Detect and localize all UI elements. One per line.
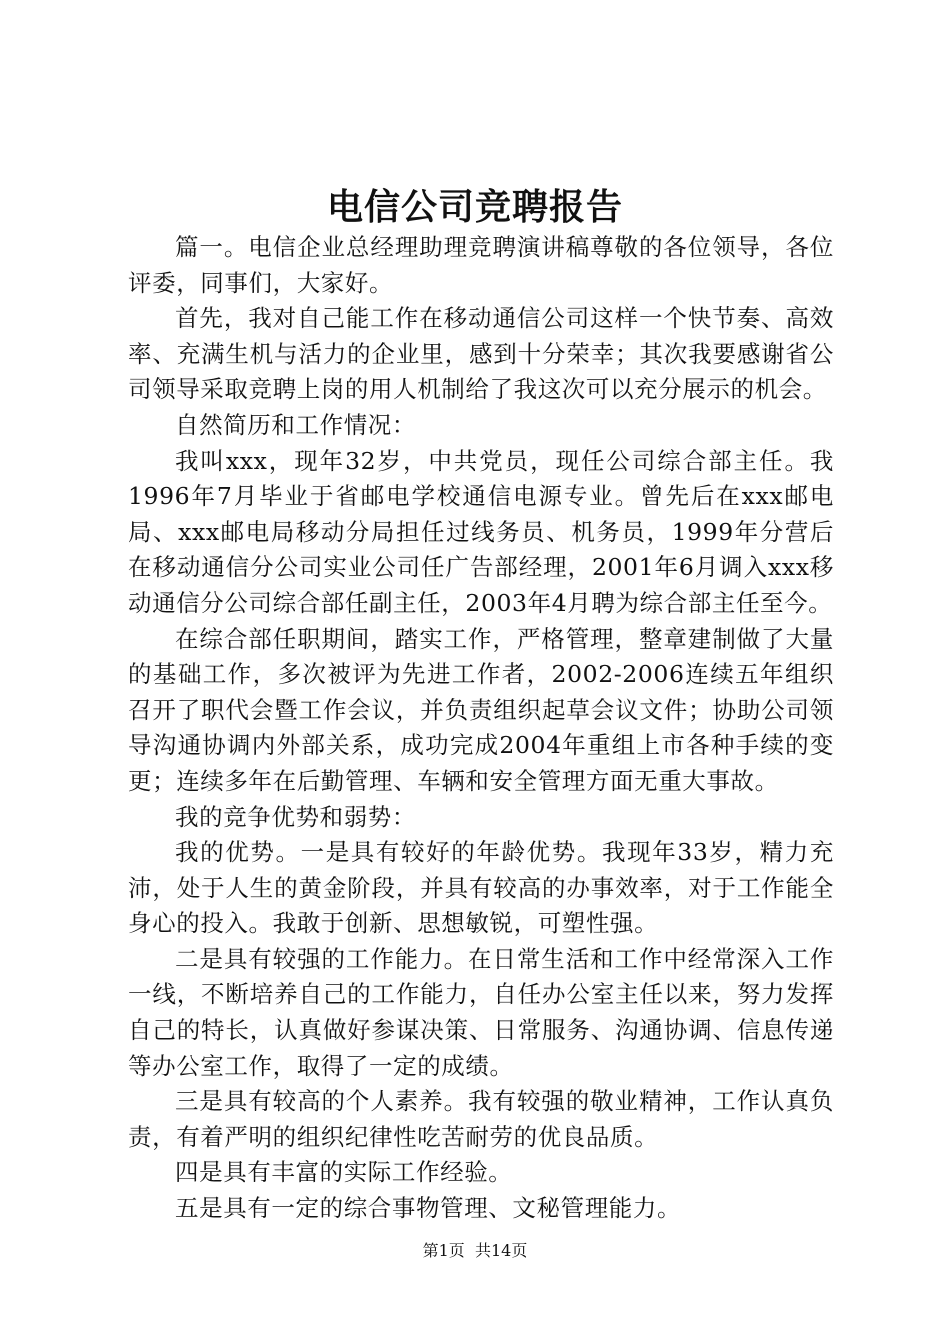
document-title: 电信公司竞聘报告 [326,186,623,228]
paragraph: 三是具有较高的个人素养。我有较强的敬业精神，工作认真负责，有着严明的组织纪律性吃苦耐劳的优良品质。 [128,1087,834,1151]
paragraph: 在综合部任职期间，踏实工作，严格管理，整章建制做了大量的基础工作，多次被评为先进工作者，2002-2006连续五年组织召开了职代会暨工作会议，并负责组织起草会议文件；协助公司领导沟通协调内外部关系，成功完成2004年重组上市各种手续的变更；连续多年在后勤管理、车辆和安全管理方面无重大事故。 [128,624,834,795]
paragraph: 自然简历和工作情况： [175,410,416,439]
document-body [128,230,834,1227]
paragraph: 篇一。电信企业总经理助理竞聘演讲稿尊敬的各位领导，各位评委，同事们，大家好。 [128,233,834,297]
paragraph: 我叫xxx，现年32岁，中共党员，现任公司综合部主任。我1996年7月毕业于省邮电学校通信电源专业。曾先后在xxx邮电局、xxx邮电局移动分局担任过线务员、机务员，1999年分营后在移动通信分公司实业公司任广告部经理，2001年6月调入xxx移动通信分公司综合部任副主任，2003年4月聘为综合部主任至今。 [128,446,834,617]
paragraph: 我的竞争优势和弱势： [175,802,416,831]
paragraph: 五是具有一定的综合事物管理、文秘管理能力。 [175,1194,682,1223]
paragraph: 四是具有丰富的实际工作经验。 [175,1158,513,1187]
paragraph: 二是具有较强的工作能力。在日常生活和工作中经常深入工作一线，不断培养自己的工作能力，自任办公室主任以来，努力发挥自己的特长，认真做好参谋决策、日常服务、沟通协调、信息传递等办公室工作，取得了一定的成绩。 [128,944,834,1080]
page-footer [0,1240,950,1262]
paragraph: 我的优势。一是具有较好的年龄优势。我现年33岁，精力充沛，处于人生的黄金阶段，并具有较高的办事效率，对于工作能全身心的投入。我敢于创新、思想敏锐，可塑性强。 [128,838,834,938]
page-total: 共14页 [474,1241,528,1260]
paragraph: 首先，我对自己能工作在移动通信公司这样一个快节奏、高效率、充满生机与活力的企业里，感到十分荣幸；其次我要感谢省公司领导采取竞聘上岗的用人机制给了我这次可以充分展示的机会。 [128,304,834,404]
page-number: 第1页 [422,1241,465,1260]
